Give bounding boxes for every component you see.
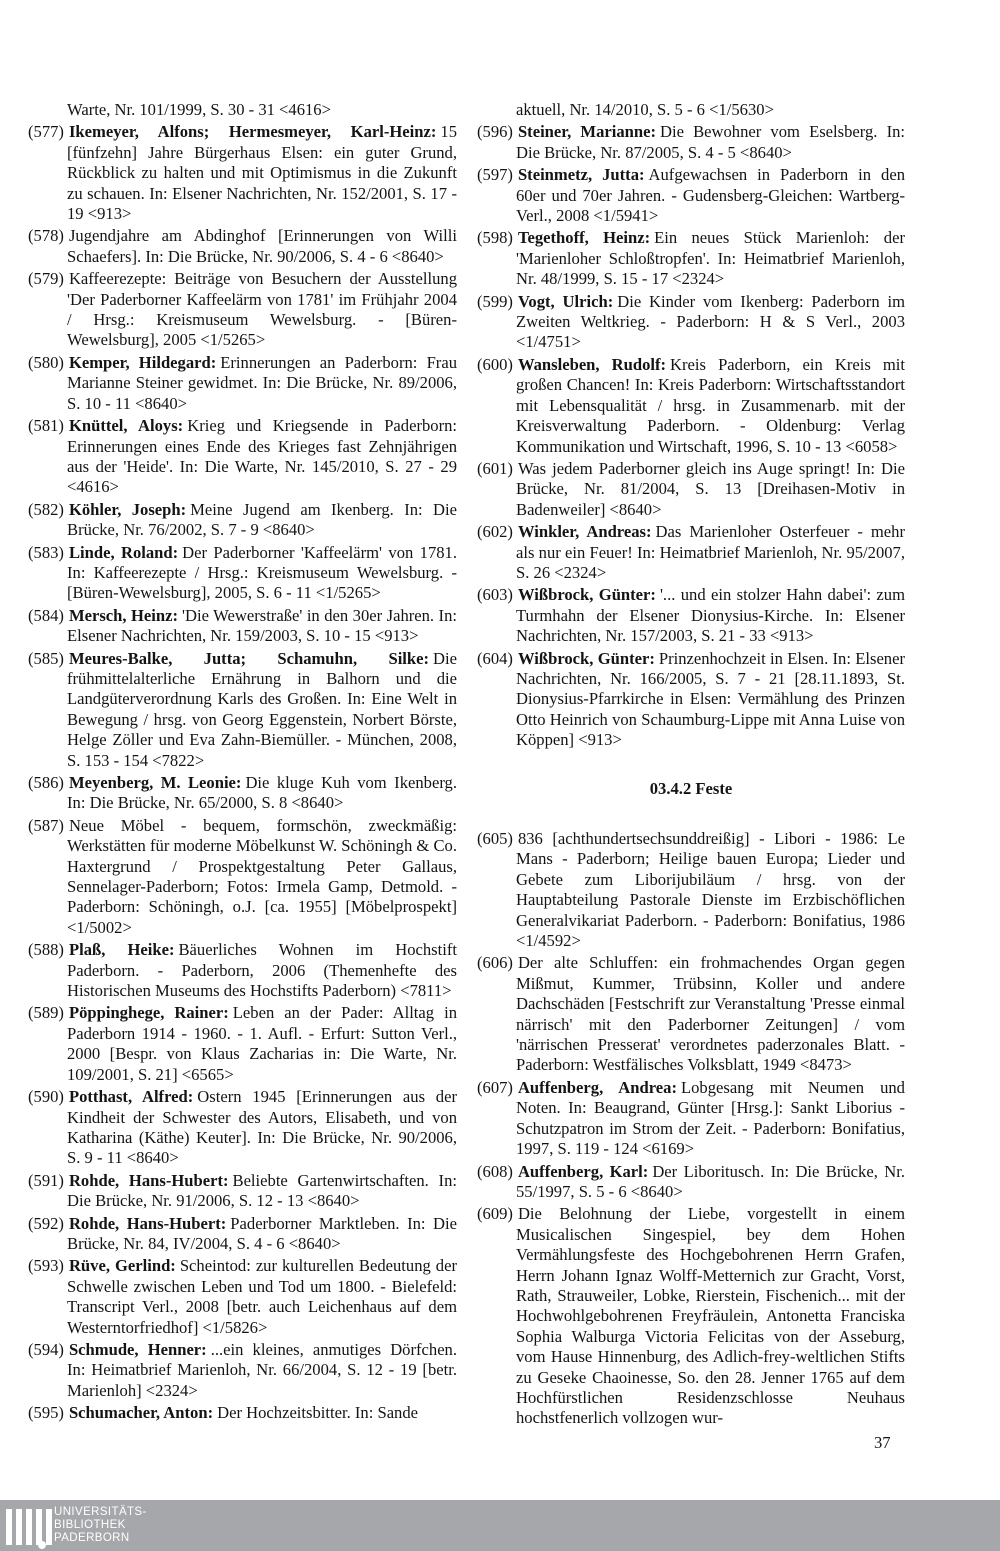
bibliography-entry bbox=[28, 606, 457, 647]
library-name-line-3: PADERBORN bbox=[54, 1532, 130, 1544]
entry-number: (602) bbox=[477, 522, 513, 542]
entry-number: (604) bbox=[477, 648, 513, 668]
entry-text: Die kluge Kuh vom Ikenberg. In: Die Brücke, Nr. 65/2000, S. 8 <8640> bbox=[67, 773, 457, 813]
entry-text: Neue Möbel - bequem, formschön, zweckmäßig: Werkstätten für moderne Möbelkunst W. Schöningh & Co. Haxtergrund / Prospektgestaltung Peter Gallaus, Sennelager-Paderborn; Fotos: Irmela Gamp, Detmold. - Paderborn: Schöningh, o.J. [ca. 1955] [Möbelprospekt] <1/5002> bbox=[67, 815, 457, 937]
entry-number: (593) bbox=[28, 1256, 64, 1276]
page-number: 37 bbox=[874, 1433, 891, 1452]
entry-author: Meyenberg, M. Leonie: bbox=[68, 773, 242, 792]
right-column bbox=[477, 100, 905, 1431]
entry-number: (606) bbox=[477, 953, 513, 973]
entry-author: Vogt, Ulrich: bbox=[517, 291, 614, 311]
entry-text: Prinzenhochzeit in Elsen. In: Elsener Nachrichten, Nr. 166/2005, S. 7 - 21 [28.11.1893, St. Dionysius-Pfarrkirche in Elsen: Vermählung des Prinzen Otto Heinrich von Schaumburg-Lippe mit Anna Luise von Köppen] <913> bbox=[516, 648, 905, 750]
bibliography-entry bbox=[28, 1256, 457, 1338]
entry-text: Lobgesang mit Neumen und Noten. In: Beaugrand, Günter [Hrsg.]: Sankt Liborius - Schutzpatron im Strom der Zeit. - Paderborn: Bonifatius, 1997, S. 119 - 124 <6169> bbox=[516, 1077, 905, 1159]
entry-text: Das Marienloher Osterfeuer - mehr als nur ein Feuer! In: Heimatbrief Marienloh, Nr. 95/2007, S. 26 <2324> bbox=[516, 522, 905, 582]
entry-number: (607) bbox=[477, 1077, 513, 1097]
entry-text: Was jedem Paderborner gleich ins Auge springt! In: Die Brücke, Nr. 81/2004, S. 13 [Dreihasen-Motiv in Badenweiler] <8640> bbox=[516, 458, 905, 519]
entry-author: Wißbrock, Günter: bbox=[517, 648, 655, 668]
entry-author: Tegethoff, Heinz: bbox=[517, 228, 651, 248]
entry-number: (609) bbox=[477, 1204, 513, 1224]
entry-author: Auffenberg, Andrea: bbox=[517, 1077, 677, 1097]
entry-number: (578) bbox=[28, 226, 64, 246]
entry-number: (579) bbox=[28, 269, 64, 289]
entry-author: Wansleben, Rudolf: bbox=[517, 354, 667, 374]
entry-number: (598) bbox=[477, 228, 513, 248]
library-name-line-1: UNIVERSITÄTS- bbox=[54, 1506, 147, 1518]
entry-text: Aufgewachsen in Paderborn in den 60er und 70er Jahren. - Gudensberg-Gleichen: Wartberg-Verl., 2008 <1/5941> bbox=[516, 165, 905, 226]
bibliography-entry bbox=[477, 1078, 905, 1160]
entry-number: (587) bbox=[28, 815, 64, 835]
entry-number: (588) bbox=[28, 940, 64, 960]
bibliography-entry bbox=[28, 1003, 457, 1085]
bibliography-entry bbox=[28, 500, 457, 541]
bibliography-entry bbox=[477, 1162, 905, 1203]
left-column bbox=[28, 100, 457, 1426]
entry-number: (592) bbox=[28, 1213, 64, 1233]
entry-author: Rohde, Hans-Hubert: bbox=[68, 1213, 227, 1233]
bibliography-entry bbox=[477, 459, 905, 520]
section-heading: 03.4.2 Feste bbox=[649, 778, 733, 798]
entry-number: (601) bbox=[477, 458, 513, 478]
bibliography-entry bbox=[477, 649, 905, 751]
entry-text: Erinnerungen an Paderborn: Frau Marianne Steiner gewidmet. In: Die Brücke, Nr. 89/2006, S. 10 - 11 <8640> bbox=[67, 352, 457, 413]
bibliography-entry bbox=[477, 228, 905, 289]
bibliography-entry bbox=[477, 355, 905, 457]
entry-number: (596) bbox=[477, 122, 513, 142]
bibliography-entry bbox=[28, 1171, 457, 1212]
entry-text: Scheintod: zur kulturellen Bedeutung der Schwelle zwischen Leben und Tod um 1800. - Bielefeld: Transcript Verl., 2008 [betr. auch Leichenhaus auf dem Westerntorfriedhof] <1/5826> bbox=[67, 1256, 457, 1337]
entry-text: Paderborner Marktleben. In: Die Brücke, Nr. 84, IV/2004, S. 4 - 6 <8640> bbox=[67, 1213, 457, 1253]
entry-number: (603) bbox=[477, 585, 513, 605]
bibliography-entry bbox=[28, 1214, 457, 1255]
entry-author: Steiner, Marianne: bbox=[517, 122, 656, 142]
entry-number: (594) bbox=[28, 1339, 64, 1359]
entry-text: 'Die Wewerstraße' in den 30er Jahren. In: Elsener Nachrichten, Nr. 159/2003, S. 10 - 15 <913> bbox=[67, 605, 457, 646]
entry-text: Die Kinder vom Ikenberg: Paderborn im Zweiten Weltkrieg. - Paderborn: H & S Verl., 2003 <1/4751> bbox=[516, 291, 905, 352]
entry-number: (584) bbox=[28, 605, 64, 625]
entry-number: (599) bbox=[477, 291, 513, 311]
entry-number: (583) bbox=[28, 542, 64, 562]
entry-text: '... und ein stolzer Hahn dabei': zum Turmhahn der Elsener Dionysius-Kirche. In: Elsener Nachrichten, Nr. 157/2003, S. 21 - 33 <913> bbox=[516, 585, 906, 646]
library-logo-icon bbox=[6, 1509, 52, 1545]
logo-dot-icon bbox=[38, 1541, 46, 1549]
footer-band bbox=[0, 1500, 1000, 1551]
bibliography-entry bbox=[477, 122, 905, 163]
entry-author: Pöppinghege, Rainer: bbox=[68, 1003, 229, 1023]
entry-number: (591) bbox=[28, 1170, 64, 1190]
entry-text: Leben an der Pader: Alltag in Paderborn 1914 - 1960. - 1. Aufl. - Erfurt: Sutton Verl., 2000 [Bespr. von Klaus Zacharias in: Die Warte, Nr. 109/2001, S. 21] <6565> bbox=[67, 1003, 457, 1084]
entry-author: Steinmetz, Jutta: bbox=[517, 165, 645, 185]
bibliography-entry bbox=[477, 829, 905, 951]
entry-author: Linde, Roland: bbox=[68, 542, 179, 562]
entry-author: Wißbrock, Günter: bbox=[517, 585, 656, 605]
bibliography-entry bbox=[28, 416, 457, 498]
entry-text: Beliebte Gartenwirtschaften. In: Die Brücke, Nr. 91/2006, S. 12 - 13 <8640> bbox=[67, 1170, 457, 1211]
entry-number: (589) bbox=[28, 1003, 64, 1023]
bibliography-entry bbox=[28, 773, 457, 814]
entry-text: Jugendjahre am Abdinghof [Erinnerungen von Willi Schaefers]. In: Die Brücke, Nr. 90/2006, S. 4 - 6 <8640> bbox=[67, 226, 457, 266]
entry-author: Schumacher, Anton: bbox=[68, 1403, 214, 1423]
entry-text: Der alte Schluffen: ein frohmachendes Organ gegen Mißmut, Kummer, Trübsinn, Koller und andere Dachschäden [Festschrift zur Veranstaltung 'Presse einmal närrisch' mit den Paderborner Zeitungen] / vom 'närrischen Presserat' verordnetes paderzonales Blatt. - Paderborn: Westfälisches Volksblatt, 1949 <8473> bbox=[516, 953, 905, 1075]
entry-text: Die frühmittelalterliche Ernährung in Balhorn und die Landgüterverordnung Karls des Großen. In: Eine Welt in Bewegung / hrsg. von Georg Eggenstein, Norbert Börste, Helge Zöller und Eva Zahn-Biemüller. - München, 2008, S. 153 - 154 <7822> bbox=[67, 648, 457, 770]
entry-text: Kreis Paderborn, ein Kreis mit großen Chancen! In: Kreis Paderborn: Wirtschaftsstandort mit Lebensqualität / hrsg. in Zusammenarb. mit der Kreisverwaltung Paderborn. - Oldenburg: Verlag Kommunikation und Wirtschaft, 1996, S. 10 - 13 <6058> bbox=[516, 354, 905, 456]
entry-author: Rohde, Hans-Hubert: bbox=[68, 1170, 229, 1190]
entry-author: Potthast, Alfred: bbox=[68, 1087, 194, 1107]
entry-number: (582) bbox=[28, 499, 64, 519]
entry-author: Mersch, Heinz: bbox=[68, 605, 179, 625]
library-name-line-2: BIBLIOTHEK bbox=[54, 1519, 126, 1531]
bibliography-entry bbox=[28, 1087, 457, 1169]
bibliography-entry bbox=[28, 649, 457, 771]
bibliography-entry bbox=[28, 940, 457, 1001]
entry-continuation: aktuell, Nr. 14/2010, S. 5 - 6 <1/5630> bbox=[516, 100, 774, 119]
entry-text: Die Belohnung der Liebe, vorgestellt in einem Musicalischen Singespiel, bey dem Hohen Vermählungsfeste des Hochgebohrenen Herrn Grafen, Herrn Johann Ignaz Wolff-Metternich zur Gracht, Vorst, Rath, Strauweiler, Lobke, Rierstein, Fischenich... mit der Hochwohlgebohrenen Freyfräulein, Antonetta Franciska Sophia Walburga Victoria Felicitas von der Asseburg, vom Hause Hinnenburg, des Adlich-frey-weltlichen Stifts zu Geseke Chaoinesse, So. den 28. Jenner 1765 auf dem Hochfürstlichen Residenzschlosse Neuhaus hochstfenerlich vollzogen wur- bbox=[516, 1204, 905, 1428]
entry-text: 836 [achthundertsechsunddreißig] - Libori - 1986: Le Mans - Paderborn; Heilige bauen Europa; Lieder und Gebete zum Liborijubiläum / hrsg. von der Hauptabteilung Pastorale Dienste im Erzbischöflichen Generalvikariat Paderborn. - Paderborn: Bonifatius, 1986 <1/4592> bbox=[516, 829, 905, 951]
entry-text: ...ein kleines, anmutiges Dörfchen. In: Heimatbrief Marienloh, Nr. 66/2004, S. 12 - 19 [betr. Marienloh] <2324> bbox=[67, 1339, 458, 1400]
entry-text: Der Paderborner 'Kaffeelärm' von 1781. In: Kaffeerezepte / Hrsg.: Kreismuseum Wewelsburg. - [Büren-Wewelsburg], 2005, S. 6 - 11 <1/5265> bbox=[67, 542, 457, 603]
entry-number: (600) bbox=[477, 354, 513, 374]
library-name bbox=[54, 1506, 147, 1545]
entry-number: (597) bbox=[477, 165, 513, 185]
bibliography-entry bbox=[477, 1204, 905, 1428]
entry-number: (585) bbox=[28, 648, 64, 668]
bibliography-entry bbox=[477, 953, 905, 1075]
bibliography-entry bbox=[28, 816, 457, 938]
bibliography-entry bbox=[477, 585, 905, 646]
entry-text: Die Bewohner vom Eselsberg. In: Die Brücke, Nr. 87/2005, S. 4 - 5 <8640> bbox=[516, 122, 906, 162]
bibliography-entry bbox=[28, 543, 457, 604]
bibliography-entry bbox=[28, 1340, 457, 1401]
entry-author: Schmude, Henner: bbox=[68, 1339, 207, 1359]
entry-number: (590) bbox=[28, 1087, 64, 1107]
entry-author: Plaß, Heike: bbox=[68, 940, 175, 960]
entry-number: (581) bbox=[28, 416, 64, 436]
entry-number: (608) bbox=[477, 1161, 513, 1181]
entry-text: Ostern 1945 [Erinnerungen aus der Kindheit der Schwester des Autors, Elisabeth, und von Katharina (Käthe) Keuter]. In: Die Brücke, Nr. 90/2006, S. 9 - 11 <8640> bbox=[67, 1087, 457, 1168]
entry-author: Meures-Balke, Jutta; Schamuhn, Silke: bbox=[68, 648, 430, 668]
entry-text: Kaffeerezepte: Beiträge von Besuchern der Ausstellung 'Der Paderborner Kaffeelärm von 1781' im Frühjahr 2004 / Hrsg.: Kreismuseum Wewelsburg. - [Büren-Wewelsburg], 2005 <1/5265> bbox=[67, 269, 457, 350]
entry-number: (605) bbox=[477, 829, 513, 848]
entry-text: Bäuerliches Wohnen im Hochstift Paderborn. - Paderborn, 2006 (Themenhefte des Historischen Museums des Hochstifts Paderborn) <7811> bbox=[67, 940, 457, 1001]
entry-number: (595) bbox=[28, 1403, 64, 1423]
entry-author: Rüve, Gerlind: bbox=[68, 1256, 176, 1276]
bibliography-entry bbox=[28, 226, 457, 267]
entry-author: Auffenberg, Karl: bbox=[517, 1161, 649, 1181]
bibliography-entry bbox=[28, 122, 457, 224]
entry-author: Knüttel, Aloys: bbox=[68, 416, 184, 436]
entry-author: Ikemeyer, Alfons; Hermesmeyer, Karl-Heinz: bbox=[68, 122, 437, 142]
entry-number: (577) bbox=[28, 122, 64, 142]
bibliography-entry bbox=[28, 269, 457, 351]
entry-number: (586) bbox=[28, 773, 64, 792]
entry-author: Winkler, Andreas: bbox=[517, 522, 652, 542]
entry-text: Meine Jugend am Ikenberg. In: Die Brücke, Nr. 76/2002, S. 7 - 9 <8640> bbox=[67, 499, 457, 540]
bibliography-entry bbox=[28, 1403, 457, 1423]
bibliography-entry bbox=[28, 353, 457, 414]
entry-continuation: Warte, Nr. 101/1999, S. 30 - 31 <4616> bbox=[67, 100, 331, 119]
bibliography-entry bbox=[477, 522, 905, 583]
entry-author: Köhler, Joseph: bbox=[68, 499, 187, 519]
entry-number: (580) bbox=[28, 352, 64, 372]
bibliography-entry bbox=[477, 165, 905, 226]
entry-text: Der Liboritusch. In: Die Brücke, Nr. 55/1997, S. 5 - 6 <8640> bbox=[516, 1161, 905, 1201]
entry-text: Ein neues Stück Marienloh: der 'Marienloher Schloßtropfen'. In: Heimatbrief Marienloh, Nr. 48/1999, S. 15 - 17 <2324> bbox=[516, 228, 905, 289]
entry-text: 15 [fünfzehn] Jahre Bürgerhaus Elsen: ein guter Grund, Rückblick zu halten und mit Optimismus in die Zukunft zu schauen. In: Elsener Nachrichten, Nr. 152/2001, S. 17 - 19 <913> bbox=[67, 122, 457, 224]
bibliography-entry bbox=[477, 292, 905, 353]
entry-text: Krieg und Kriegsende in Paderborn: Erinnerungen eines Ende des Krieges fast Zehnjährigen aus der 'Heide'. In: Die Warte, Nr. 145/2010, S. 27 - 29 <4616> bbox=[67, 416, 458, 497]
entry-author: Kemper, Hildegard: bbox=[68, 352, 217, 372]
entry-text: Der Hochzeitsbitter. In: Sande bbox=[217, 1403, 419, 1423]
